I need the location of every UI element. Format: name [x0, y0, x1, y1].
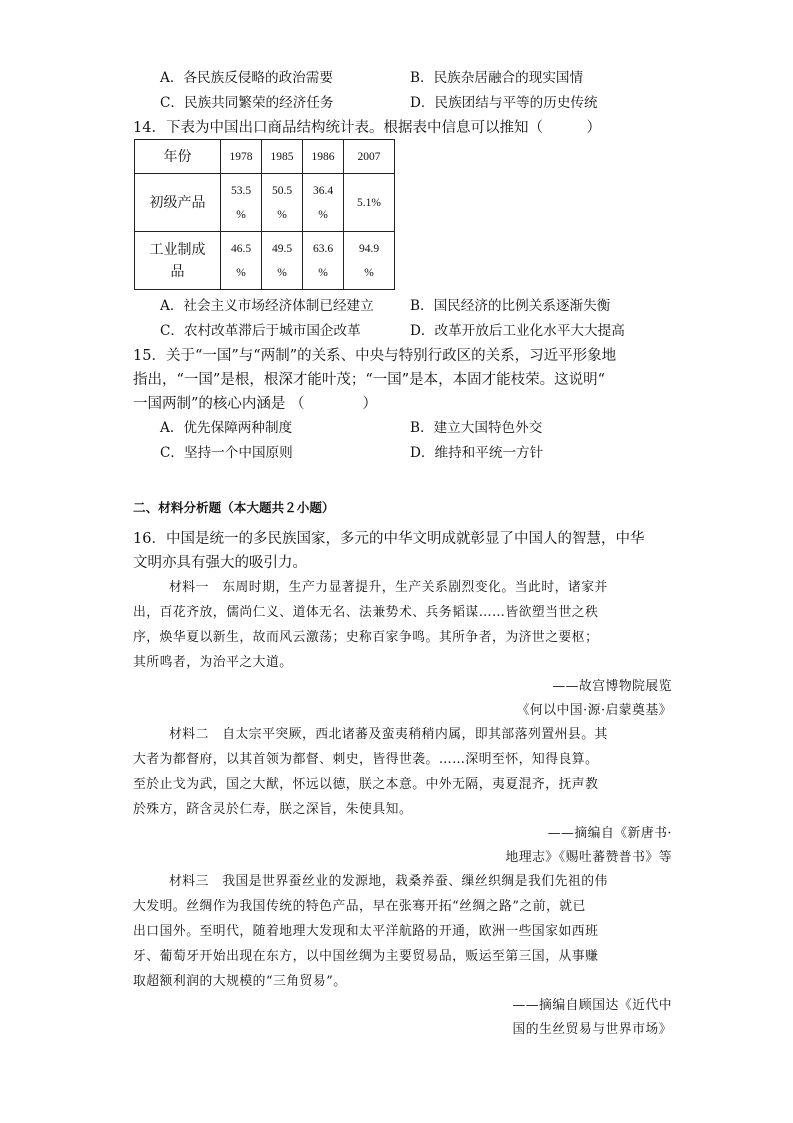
material-1-line: 材料一 东周时期，生产力显著提升，生产关系剧烈变化。当此时，诸家并 — [169, 580, 608, 595]
table-cell: 36.4 % — [303, 174, 344, 232]
table-row-label: 初级产品 — [135, 174, 221, 232]
q13-option-d: D．民族团结与平等的历史传统 — [410, 95, 598, 111]
material-3-source: 国的生丝贸易与世界市场》 — [512, 1022, 672, 1037]
material-2-source: ——摘编自《新唐书· — [547, 826, 672, 841]
q13-option-c: C．民族共同繁荣的经济任务 — [160, 95, 334, 111]
table-header-cell: 1986 — [303, 140, 344, 174]
material-1-line: 出，百花齐放，儒尚仁义、道体无名、法兼势术、兵务韬谋……皆欲塑当世之秩 — [133, 605, 599, 620]
q14-option-d: D．改革开放后工业化水平大大提高 — [410, 323, 625, 339]
material-2-line: 至於止戈为武，国之大猷，怀远以德，朕之本意。中外无隔，夷夏混齐，抚声教 — [133, 777, 599, 792]
material-1-line: 其所鸣者，为治平之大道。 — [133, 655, 293, 670]
table-row-label: 工业制成 品 — [135, 232, 221, 290]
q16-line: 16．中国是统一的多民族国家，多元的中华文明成就彰显了中国人的智慧，中华 — [133, 531, 645, 547]
table-cell: 5.1% — [344, 174, 395, 232]
table-header-cell: 1978 — [221, 140, 262, 174]
material-1-source: ——故宫博物院展览 — [552, 679, 672, 694]
material-3-line: 材料三 我国是世界蚕丝业的发源地，栽桑养蚕、缫丝织绸是我们先祖的伟 — [169, 874, 608, 889]
material-2-line: 材料二 自太宗平突厥，西北诸蕃及蛮夷稍稍内属，即其部落列置州县。其 — [169, 727, 608, 742]
material-1-line: 序，焕华夏以新生，故而风云激荡；史称百家争鸣。其所争者，为济世之要枢； — [133, 630, 599, 645]
material-3-source: ——摘编自顾国达《近代中 — [512, 998, 672, 1013]
q14-stem: 14．下表为中国出口商品结构统计表。根据表中信息可以推知（ ） — [133, 120, 601, 136]
table-header-cell: 2007 — [344, 140, 395, 174]
q15-line: 指出，“一国”是根，根深才能叶茂；“一国”是本，本固才能枝荣。这说明“ — [133, 372, 606, 388]
material-2-line: 於殊方，跻含灵於仁寿，朕之深旨，朱使具知。 — [133, 802, 413, 817]
q16-line: 文明亦具有强大的吸引力。 — [133, 555, 307, 571]
material-2-source: 地理志》《赐吐蕃赞普书》等 — [505, 850, 672, 865]
table-header-cell: 年份 — [135, 140, 221, 174]
table-cell: 63.6 % — [303, 232, 344, 290]
q15-line: 一国两制”的核心内涵是 （ ） — [133, 396, 378, 412]
table-row — [135, 174, 395, 232]
q15-line: 15．关于“一国”与“两制”的关系、中央与特别行政区的关系，习近平形象地 — [133, 348, 617, 364]
q14-option-b: B．国民经济的比例关系逐渐失衡 — [410, 298, 611, 314]
export-structure-table — [134, 139, 395, 290]
material-3-line: 出口国外。至明代，随着地理大发现和太平洋航路的开通，欧洲一些国家如西班 — [133, 924, 599, 939]
q13-option-a: A．各民族反侵略的政治需要 — [160, 70, 333, 86]
material-2-line: 大者为都督府，以其首领为都督、刺史，皆得世袭。……深明至怀，知得良算。 — [133, 752, 599, 767]
material-3-line: 大发明。丝绸作为我国传统的特色产品，早在张骞开拓“丝绸之路”之前，就已 — [133, 899, 586, 914]
q14-option-a: A．社会主义市场经济体制已经建立 — [160, 298, 374, 314]
table-cell: 53.5 % — [221, 174, 262, 232]
material-3-line: 取超额利润的大规模的“三角贸易”。 — [133, 974, 347, 989]
material-1-source: 《何以中国·源·启蒙奠基》 — [516, 703, 672, 718]
table-header-row — [135, 140, 395, 174]
table-header-cell: 1985 — [262, 140, 303, 174]
table-cell: 46.5 % — [221, 232, 262, 290]
table-row — [135, 232, 395, 290]
q15-option-b: B．建立大国特色外交 — [410, 420, 543, 436]
table-cell: 94.9 % — [344, 232, 395, 290]
material-3-line: 牙、葡萄牙开始出现在东方，以中国丝绸为主要贸易品，贩运至第三国，从事赚 — [133, 949, 599, 964]
table-cell: 49.5 % — [262, 232, 303, 290]
q15-option-c: C．坚持一个中国原则 — [160, 445, 293, 461]
q13-option-b: B．民族杂居融合的现实国情 — [410, 70, 584, 86]
q15-option-d: D．维持和平统一方针 — [410, 445, 544, 461]
q14-option-c: C．农村改革滞后于城市国企改革 — [160, 323, 361, 339]
q15-option-a: A．优先保障两种制度 — [160, 420, 293, 436]
section-title: 二、材料分析题（本大题共２小题） — [133, 500, 335, 515]
table-cell: 50.5 % — [262, 174, 303, 232]
